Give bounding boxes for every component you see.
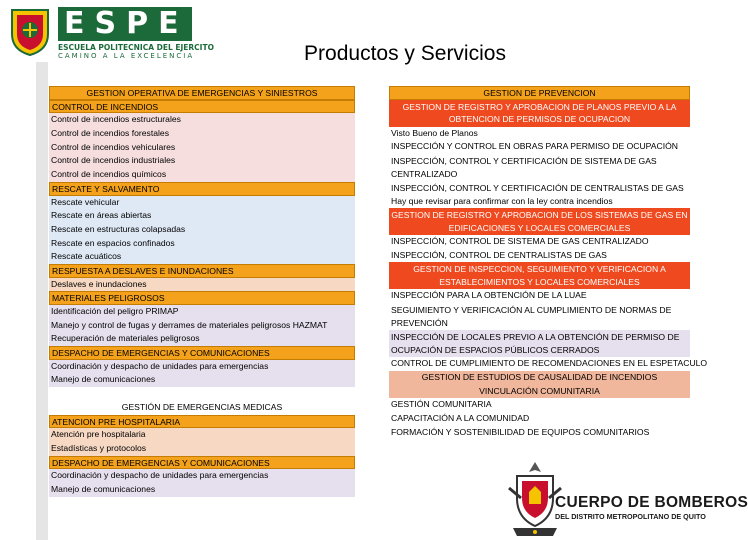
brand-motto: CAMINO A LA EXCELENCIA xyxy=(58,52,195,60)
list-item: GESTION DE REGISTRO Y APROBACION DE LOS SISTEMAS DE GAS EN EDIFICACIONES Y LOCALES COMERCIALES xyxy=(389,208,690,235)
list-item: Identificación del peligro PRIMAP xyxy=(49,305,355,319)
brand-subtitle: ESCUELA POLITECNICA DEL EJERCITO xyxy=(58,43,214,52)
list-item: Control de incendios estructurales xyxy=(49,113,355,127)
list-item: Control de incendios vehiculares xyxy=(49,141,355,155)
list-item: VINCULACIÓN COMUNITARIA xyxy=(389,385,690,399)
list-item: GESTION OPERATIVA DE EMERGENCIAS Y SINIESTROS xyxy=(49,86,355,100)
list-item: Visto Bueno de Planos xyxy=(389,127,690,141)
prevention-services-list xyxy=(389,86,708,439)
list-item: INSPECCIÓN, CONTROL Y CERTIFICACIÓN DE SISTEMA DE GAS CENTRALIZADO xyxy=(389,154,690,181)
list-item: INSPECCIÓN Y CONTROL EN OBRAS PARA PERMISO DE OCUPACIÓN xyxy=(389,140,690,154)
list-item: INSPECCIÓN, CONTROL DE SISTEMA DE GAS CENTRALIZADO xyxy=(389,235,690,249)
list-item: Recuperación de materiales peligrosos xyxy=(49,332,355,346)
list-item: RESCATE Y SALVAMENTO xyxy=(49,182,355,196)
list-item: Rescate en espacios confinados xyxy=(49,237,355,251)
list-item: Rescate acuáticos xyxy=(49,250,355,264)
list-item: GESTION DE ESTUDIOS DE CAUSALIDAD DE INCENDIOS xyxy=(389,371,690,385)
list-item: Rescate en estructuras colapsadas xyxy=(49,223,355,237)
list-item: INSPECCIÓN PARA LA OBTENCIÓN DE LA LUAE xyxy=(389,289,690,303)
left-margin xyxy=(0,0,37,540)
list-item: DESPACHO DE EMERGENCIAS Y COMUNICACIONES xyxy=(49,456,355,470)
list-item: Rescate vehicular xyxy=(49,196,355,210)
left-stripe xyxy=(36,62,48,540)
list-item: Manejo de comunicaciones xyxy=(49,373,355,387)
list-item: MATERIALES PELIGROSOS xyxy=(49,291,355,305)
list-item: Control de incendios industriales xyxy=(49,154,355,168)
list-item: Manejo y control de fugas y derrames de materiales peligrosos HAZMAT xyxy=(49,319,355,333)
list-item: Control de incendios químicos xyxy=(49,168,355,182)
operational-services-list xyxy=(49,86,355,387)
list-item: DESPACHO DE EMERGENCIAS Y COMUNICACIONES xyxy=(49,346,355,360)
list-item: CONTROL DE INCENDIOS xyxy=(49,100,355,114)
list-item: RESPUESTA A DESLAVES E INUNDACIONES xyxy=(49,264,355,278)
list-item: Estadísticas y protocolos xyxy=(49,442,355,456)
list-item: Coordinación y despacho de unidades para emergencias xyxy=(49,469,355,483)
list-item: Control de incendios forestales xyxy=(49,127,355,141)
list-item: Coordinación y despacho de unidades para emergencias xyxy=(49,360,355,374)
org-subtitle: DEL DISTRITO METROPOLITANO DE QUITO xyxy=(555,512,706,521)
list-item: ATENCION PRE HOSPITALARIA xyxy=(49,415,355,429)
org-title: CUERPO DE BOMBEROS xyxy=(555,494,748,511)
brand-name: ESPE xyxy=(58,7,192,41)
list-item: GESTIÓN DE EMERGENCIAS MEDICAS xyxy=(49,401,355,415)
medical-services-list xyxy=(49,401,355,497)
list-item: INSPECCIÓN DE LOCALES PREVIO A LA OBTENCIÓN DE PERMISO DE OCUPACIÓN DE ESPACIOS PÚBLICOS CERRADOS xyxy=(389,330,690,357)
list-item: INSPECCIÓN, CONTROL DE CENTRALISTAS DE GAS xyxy=(389,249,690,263)
list-item: GESTION DE REGISTRO Y APROBACION DE PLANOS PREVIO A LA OBTENCION DE PERMISOS DE OCUPACION xyxy=(389,100,690,127)
list-item: Atención pre hospitalaria xyxy=(49,428,355,442)
list-item: CONTROL DE CUMPLIMIENTO DE RECOMENDACIONES EN EL ESPETACULO xyxy=(389,357,690,371)
list-item: INSPECCIÓN, CONTROL Y CERTIFICACIÓN DE CENTRALISTAS DE GAS Hay que revisar para confirmar con la ley contra incendios xyxy=(389,181,690,208)
list-item: Rescate en áreas abiertas xyxy=(49,209,355,223)
crest-icon xyxy=(9,6,51,56)
list-item: Manejo de comunicaciones xyxy=(49,483,355,497)
page-title: Productos y Servicios xyxy=(304,42,506,65)
list-item: SEGUIMIENTO Y VERIFICACIÓN AL CUMPLIMIENTO DE NORMAS DE PREVENCIÓN xyxy=(389,303,690,330)
list-item: GESTIÓN COMUNITARIA xyxy=(389,398,690,412)
espe-logo xyxy=(4,4,214,62)
list-item: CAPACITACIÓN A LA COMUNIDAD xyxy=(389,412,690,426)
list-item: GESTION DE PREVENCION xyxy=(389,86,690,100)
list-item: GESTION DE INSPECCION, SEGUIMIENTO Y VERIFICACION A ESTABLECIMIENTOS Y LOCALES COMERCIALES xyxy=(389,262,690,289)
list-item: FORMACIÓN Y SOSTENIBILIDAD DE EQUIPOS COMUNITARIOS xyxy=(389,426,690,440)
list-item: Deslaves e inundaciones xyxy=(49,278,355,292)
bomberos-logo xyxy=(505,458,748,540)
